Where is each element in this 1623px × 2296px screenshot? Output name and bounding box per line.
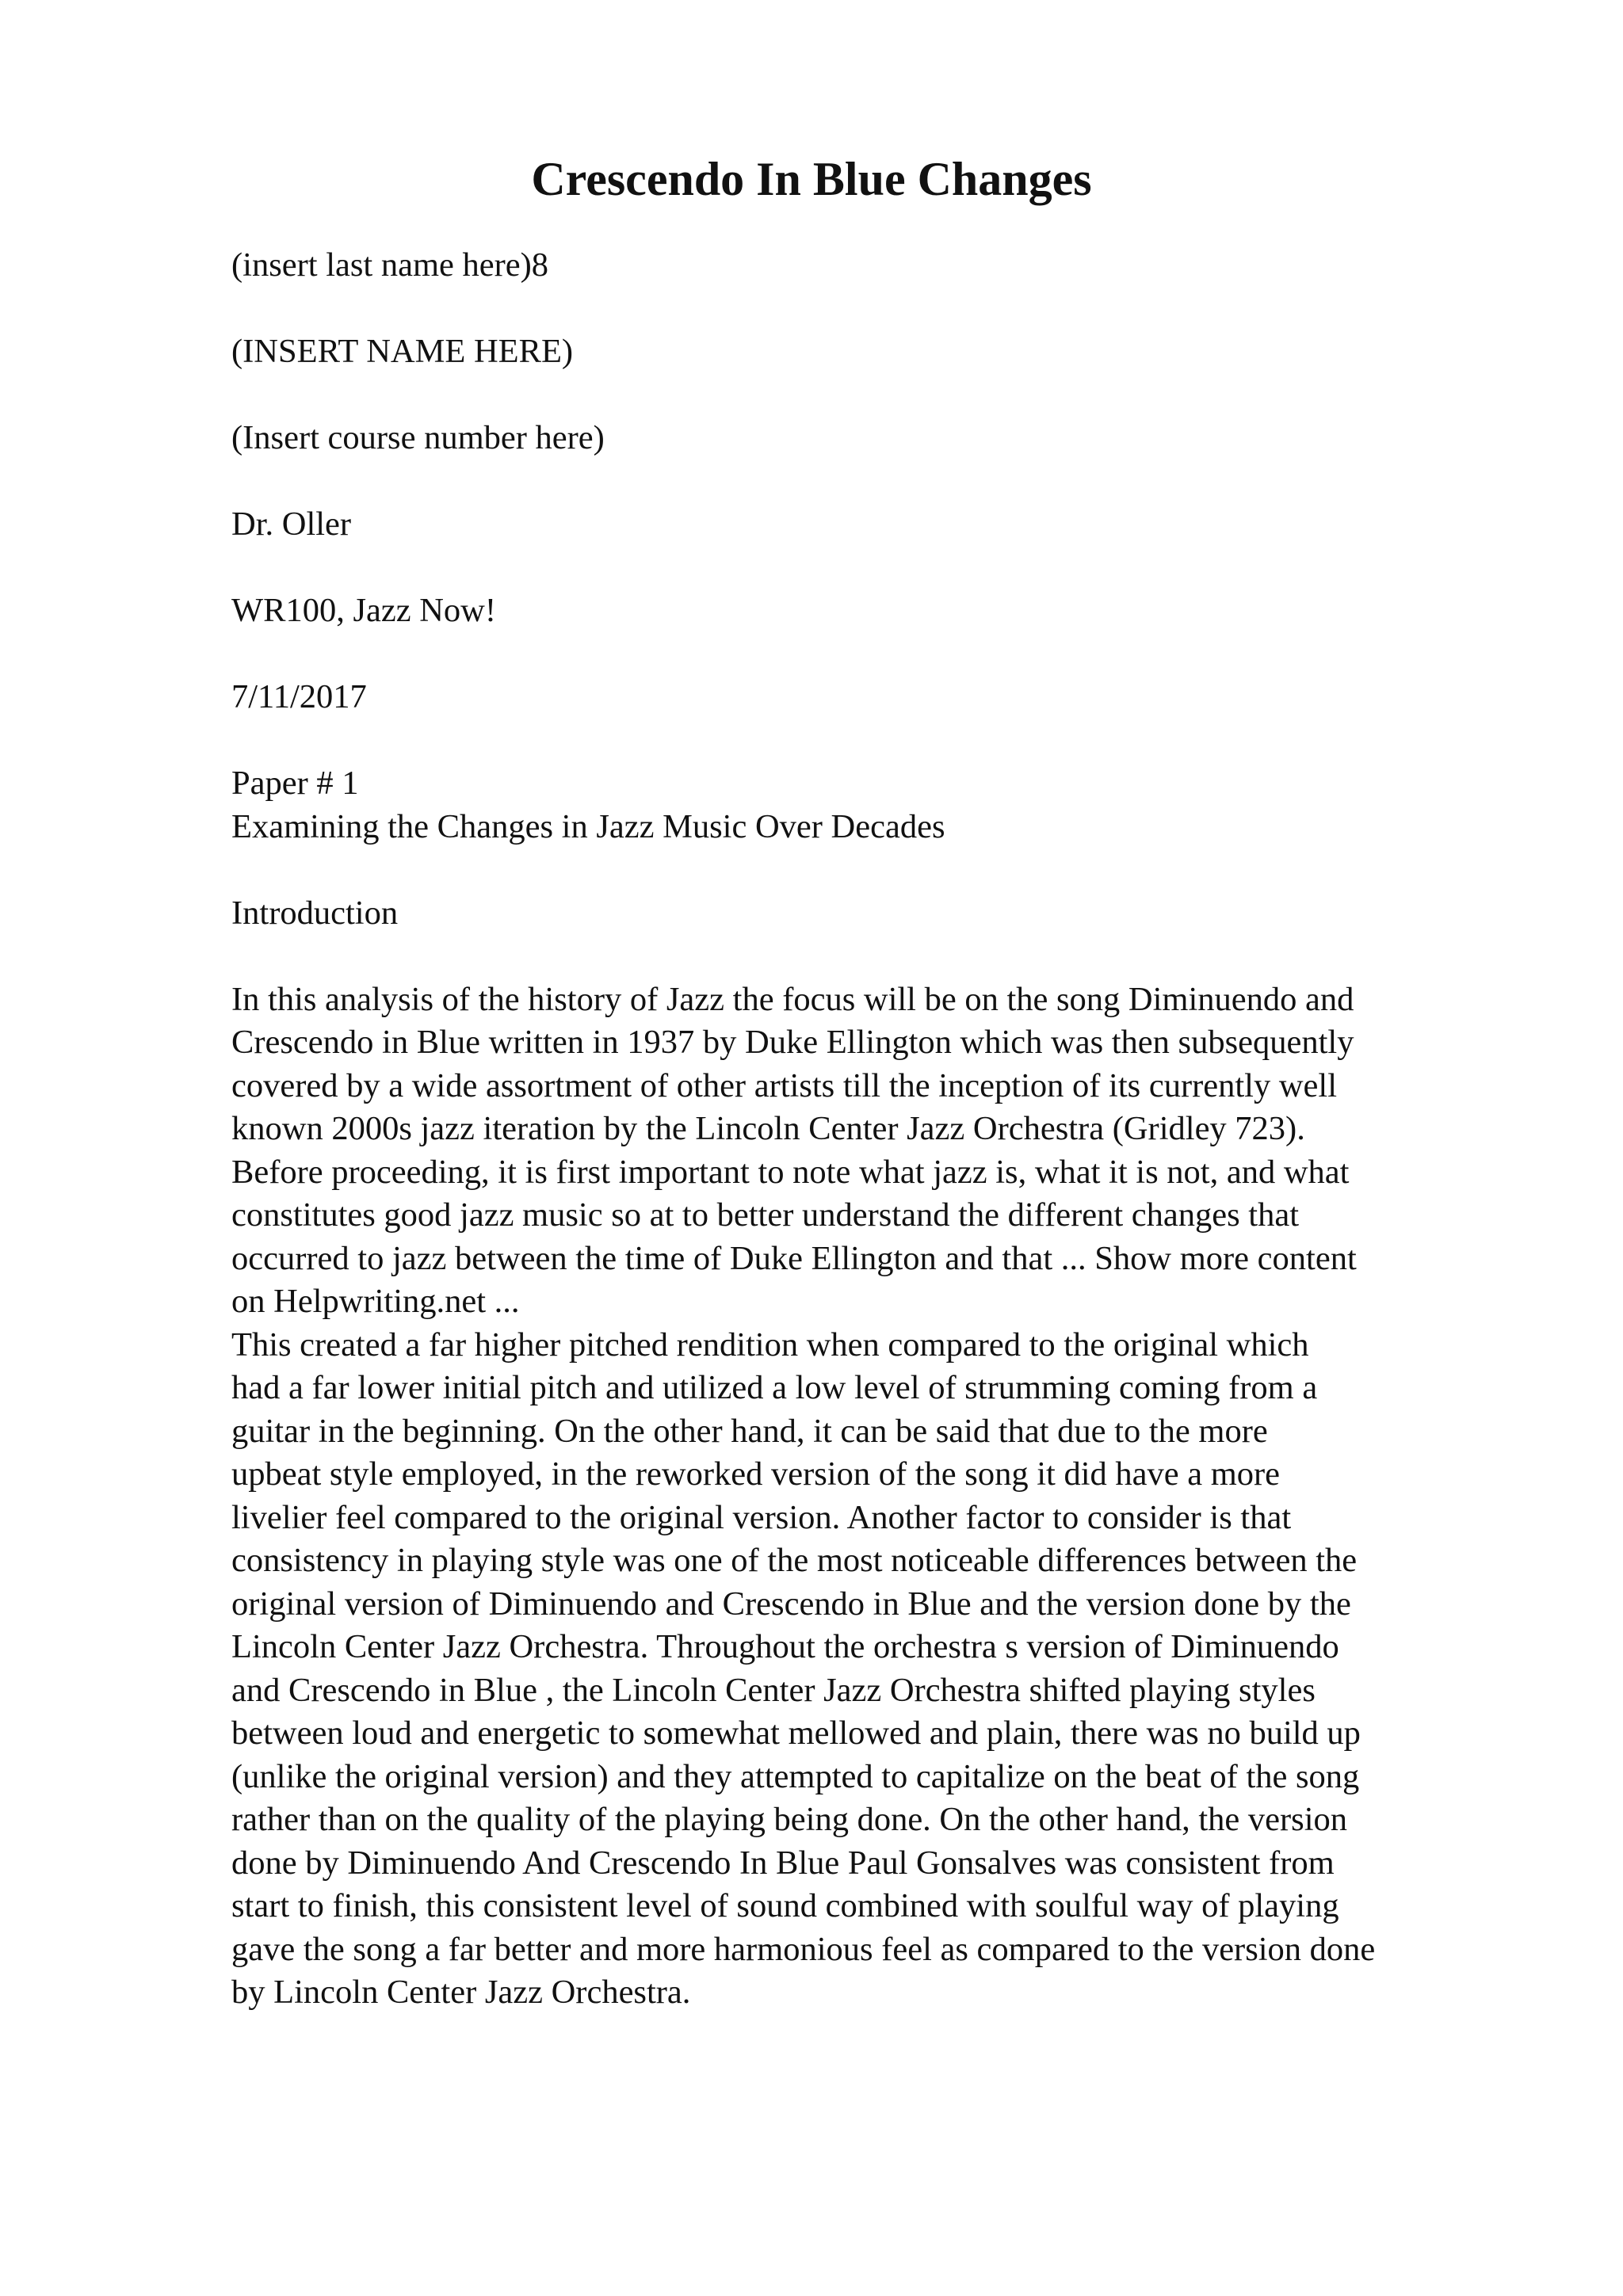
paper-label: Paper # 1 [231,765,359,802]
header-instructor: Dr. Oller [231,505,352,543]
body-paragraph-2: This created a far higher pitched rendition when compared to the original which had a far lower initial pitch and utilized a low level of strumming coming from a guitar in the beginning. On the other hand, it can be said that due to the more upbeat style employed, in the reworked version of the song it did have a more livelier feel compared to the original version. Another factor to consider is that consistency in playing style was one of the most noticeable differences between the original version of Diminuendo and Crescendo in Blue and the version done by the Lincoln Center Jazz Orchestra. Throughout the orchestra s version of Diminuendo and Crescendo in Blue , the Lincoln Center Jazz Orchestra shifted playing styles between loud and energetic to somewhat mellowed and plain, there was no build up (unlike the original version) and they attempted to capitalize on the beat of the song rather than on the quality of the playing being done. On the other hand, the version done by Diminuendo And Crescendo In Blue Paul Gonsalves was consistent from start to finish, this consistent level of sound combined with soulful way of playing gave the song a far better and more harmonious feel as compared to the version done by Lincoln Center Jazz Orchestra. [231,1325,1376,2011]
paper-subtitle: Examining the Changes in Jazz Music Over Decades [231,807,945,845]
header-last-name: (insert last name here)8 [231,246,549,284]
header-course-number: (Insert course number here) [231,419,605,456]
document-title: Crescendo In Blue Changes [531,153,1092,205]
header-date: 7/11/2017 [231,678,367,715]
header-name: (INSERT NAME HERE) [231,333,574,370]
section-heading-introduction: Introduction [231,894,399,932]
document-body [231,244,1491,2015]
header-course-title: WR100, Jazz Now! [231,592,497,629]
body-paragraph-1: In this analysis of the history of Jazz the focus will be on the song Diminuendo and Crescendo in Blue written in 1937 by Duke Ellington which was then subsequently covered by a wide assortment of other artists till the inception of its currently well known 2000s jazz iteration by the Lincoln Center Jazz Orchestra (Gridley 723). Before proceeding, it is first important to note what jazz is, what it is not, and what constitutes good jazz music so at to better understand the different changes that occurred to jazz between the time of Duke Ellington and that ... Show more content on Helpwriting.net ... [231,980,1357,1320]
